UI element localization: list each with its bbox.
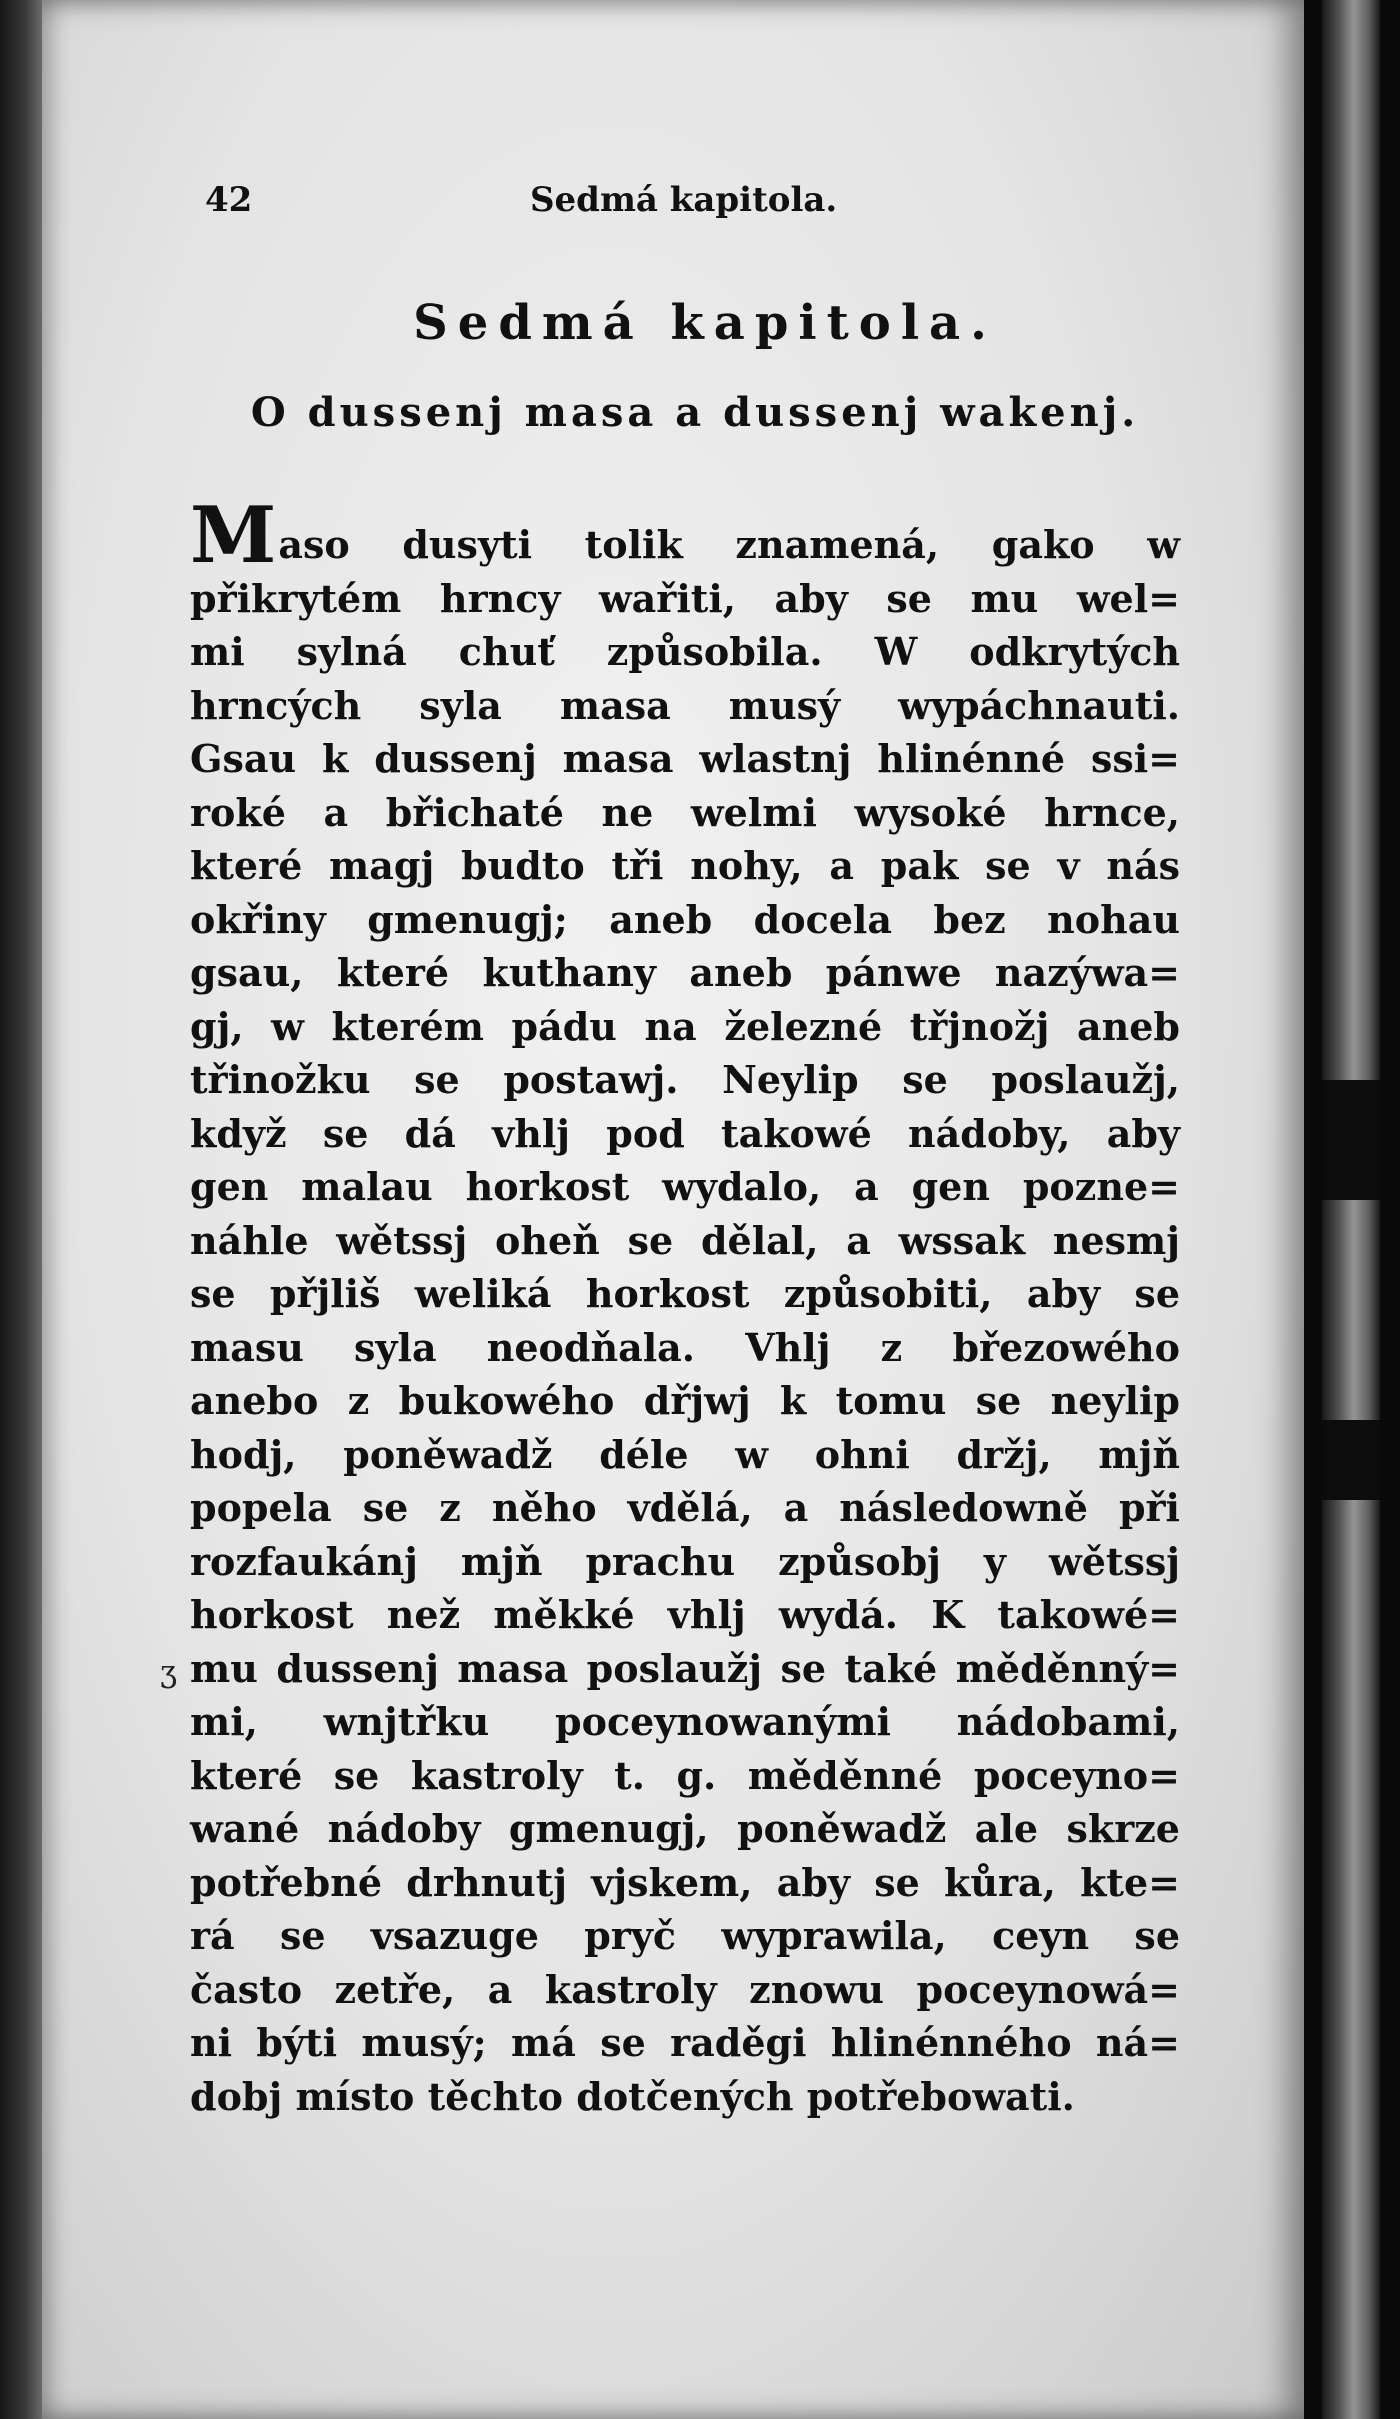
running-title: Sedmá kapitola.: [530, 180, 838, 220]
text-line: hodj, poněwadž déle w ohni držj, mjň: [190, 1431, 1180, 1477]
page-content: [190, 180, 1180, 2123]
text-line: mi sylná chuť způsobila. W odkrytých: [190, 629, 1180, 674]
text-line: ni býti musý; má se raděgi hlinénného ná=: [190, 2020, 1180, 2065]
scan-left-border: [0, 0, 42, 2419]
text-line: anebo z bukowého dřjwj k tomu se neylip: [190, 1378, 1180, 1423]
text-line: dobj místo těchto dotčených potřebowati.: [190, 2073, 1075, 2119]
text-line: gen malau horkost wydalo, a gen pozne=: [190, 1164, 1180, 1209]
chapter-title: Sedmá kapitola.: [413, 295, 997, 351]
text-line: přikrytém hrncy wařiti, aby se mu wel=: [190, 575, 1180, 621]
text-line: gj, w kterém pádu na železné třjnožj aneb: [190, 1003, 1180, 1049]
chapter-subtitle: O dussenj masa a dussenj wakenj.: [250, 389, 1140, 436]
edge-dark-band: [1322, 1420, 1380, 1500]
drop-cap: M: [190, 490, 277, 581]
text-line: které magj budto tři nohy, a pak se v nás: [190, 843, 1180, 888]
text-line: náhle wětssj oheň se dělal, a wssak nesmj: [190, 1217, 1180, 1263]
running-head: [190, 180, 1180, 240]
text-line: Gsau k dussenj masa wlastnj hlinénné ssi=: [190, 736, 1180, 781]
text-line: roké a břichaté ne welmi wysoké hrnce,: [190, 789, 1180, 835]
adjacent-page-edge: [1322, 0, 1380, 2419]
text-line: rá se vsazuge pryč wyprawila, ceyn se: [190, 1913, 1180, 1958]
body-text: [190, 490, 1180, 2123]
text-line: masu syla neodňala. Vhlj z březowého: [190, 1324, 1180, 1370]
text-line: Maso dusyti tolik znamená, gako w: [190, 490, 1180, 581]
text-line: které se kastroly t. g. měděnné poceyno=: [190, 1752, 1180, 1798]
text-line: okřiny gmenugj; aneb docela bez nohau: [190, 896, 1180, 942]
text-line: často zetře, a kastroly znowu poceynowá=: [190, 1966, 1180, 2012]
text-line: horkost než měkké vhlj wydá. K takowé=: [190, 1592, 1180, 1637]
text-line: hrncých syla masa musý wypáchnauti.: [190, 682, 1180, 728]
text-line: mu dussenj masa poslaužj se také měděnný=: [190, 1645, 1180, 1691]
text-line: rozfaukánj mjň prachu způsobj y wětssj: [190, 1538, 1180, 1584]
edge-dark-band: [1322, 1080, 1380, 1200]
text-line: popela se z něho vdělá, a následowně při: [190, 1485, 1180, 1530]
text-line: potřebné drhnutj vjskem, aby se kůra, kte=: [190, 1859, 1180, 1905]
text-line: když se dá vhlj pod takowé nádoby, aby: [190, 1110, 1180, 1156]
text-line: třinožku se postawj. Neylip se poslaužj,: [190, 1057, 1180, 1102]
text-line: gsau, které kuthany aneb pánwe nazýwa=: [190, 950, 1180, 995]
text-line: wané nádoby gmenugj, poněwadž ale skrze: [190, 1806, 1180, 1851]
page-number: 42: [205, 180, 253, 220]
margin-mark: ʒ: [160, 1655, 177, 1690]
text-line: se přjliš weliká horkost způsobiti, aby se: [190, 1271, 1180, 1316]
text-line: mi, wnjtřku poceynowanými nádobami,: [190, 1699, 1180, 1744]
